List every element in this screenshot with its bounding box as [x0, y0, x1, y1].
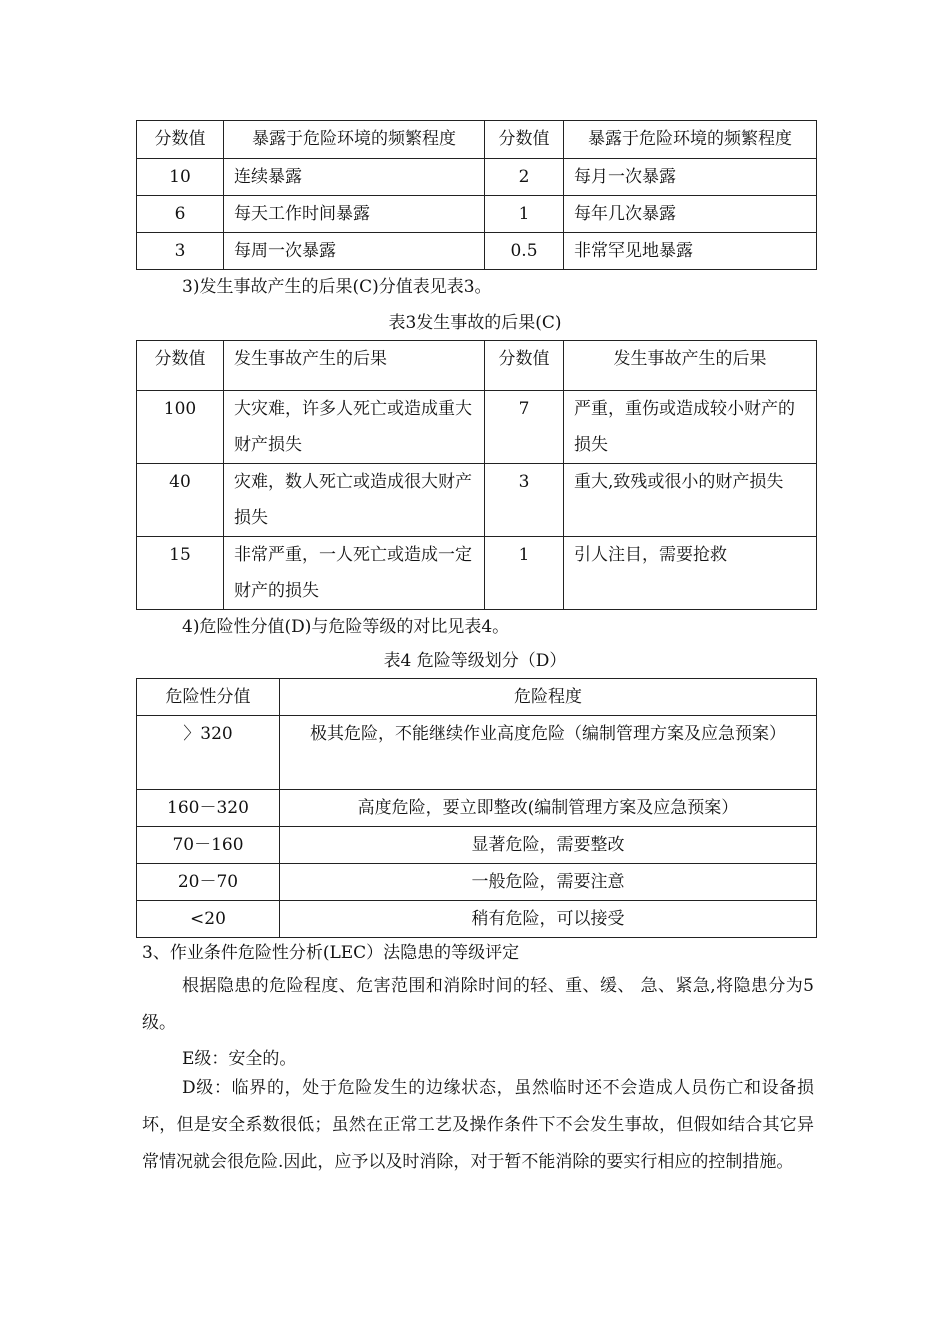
score-cell: 3: [485, 464, 564, 537]
score-range-cell: <20: [137, 901, 280, 938]
risk-degree-cell: 极其危险，不能继续作业高度危险（编制管理方案及应急预案）: [280, 716, 817, 790]
note-table4: 4)危险性分值(D)与危险等级的对比见表4。: [182, 617, 510, 637]
risk-level-table: [136, 678, 817, 938]
paragraph-e-level: E级：安全的。: [182, 1049, 297, 1069]
table-row: [137, 901, 817, 938]
table-row: [137, 537, 817, 610]
table-header-row: [137, 121, 817, 159]
description-cell: 引人注目，需要抢救: [564, 537, 817, 610]
table-row: [137, 159, 817, 196]
risk-degree-cell: 稍有危险，可以接受: [280, 901, 817, 938]
description-cell: 每天工作时间暴露: [224, 196, 485, 233]
description-cell: 每月一次暴露: [564, 159, 817, 196]
risk-degree-cell: 显著危险，需要整改: [280, 827, 817, 864]
risk-degree-cell: 高度危险，要立即整改(编制管理方案及应急预案）: [280, 790, 817, 827]
score-cell: 0.5: [485, 233, 564, 270]
paragraph-d-level: D级：临界的，处于危险发生的边缘状态，虽然临时还不会造成人员伤亡和设备损坏，但是安全系数很低；虽然在正常工艺及操作条件下不会发生事故，但假如结合其它异常情况就会很危险.因此，应予以及时消除，对于暂不能消除的要实行相应的控制措施。: [142, 1078, 814, 1172]
risk-degree-cell: 一般危险，需要注意: [280, 864, 817, 901]
score-range-cell: 160－320: [137, 790, 280, 827]
table-row: [137, 233, 817, 270]
header-cell: 发生事故产生的后果: [564, 341, 817, 391]
header-cell: 分数值: [485, 121, 564, 159]
header-cell: 分数值: [137, 341, 224, 391]
paragraph-classification: 根据隐患的危险程度、危害范围和消除时间的轻、重、缓、 急、紧急,将隐患分为5级。: [142, 976, 814, 1033]
header-cell: 发生事故产生的后果: [224, 341, 485, 391]
description-cell: 严重，重伤或造成较小财产的损失: [564, 391, 817, 464]
description-cell: 每年几次暴露: [564, 196, 817, 233]
score-cell: 1: [485, 537, 564, 610]
score-cell: 40: [137, 464, 224, 537]
description-cell: 大灾难，许多人死亡或造成重大财产损失: [224, 391, 485, 464]
description-cell: 非常严重，一人死亡或造成一定财产的损失: [224, 537, 485, 610]
score-cell: 10: [137, 159, 224, 196]
score-cell: 15: [137, 537, 224, 610]
table-row: [137, 864, 817, 901]
table-header-row: [137, 679, 817, 716]
description-cell: 灾难，数人死亡或造成很大财产损失: [224, 464, 485, 537]
description-cell: 非常罕见地暴露: [564, 233, 817, 270]
table4-caption: 表4 危险等级划分（D）: [383, 651, 567, 671]
score-range-cell: 70－160: [137, 827, 280, 864]
header-cell: 分数值: [137, 121, 224, 159]
consequence-table: [136, 340, 817, 610]
header-cell: 暴露于危险环境的频繁程度: [564, 121, 817, 159]
score-cell: 6: [137, 196, 224, 233]
score-cell: 7: [485, 391, 564, 464]
header-cell: 危险性分值: [137, 679, 280, 716]
table-row: [137, 790, 817, 827]
header-cell: 分数值: [485, 341, 564, 391]
description-cell: 重大,致残或很小的财产损失: [564, 464, 817, 537]
table-header-row: [137, 341, 817, 391]
header-cell: 暴露于危险环境的频繁程度: [224, 121, 485, 159]
note-table3: 3)发生事故产生的后果(C)分值表见表3。: [182, 277, 492, 297]
exposure-frequency-table: [136, 120, 817, 270]
score-cell: 100: [137, 391, 224, 464]
description-cell: 每周一次暴露: [224, 233, 485, 270]
header-cell: 危险程度: [280, 679, 817, 716]
table-row: [137, 391, 817, 464]
score-cell: 3: [137, 233, 224, 270]
score-cell: 2: [485, 159, 564, 196]
table-row: [137, 464, 817, 537]
table-row: [137, 196, 817, 233]
description-cell: 连续暴露: [224, 159, 485, 196]
table3-caption: 表3发生事故的后果(C): [388, 313, 562, 333]
table-row: [137, 827, 817, 864]
table-row: [137, 716, 817, 790]
score-range-cell: 20－70: [137, 864, 280, 901]
section-heading: 3、作业条件危险性分析(LEC）法隐患的等级评定: [142, 943, 520, 963]
score-range-cell: 〉320: [137, 716, 280, 790]
score-cell: 1: [485, 196, 564, 233]
